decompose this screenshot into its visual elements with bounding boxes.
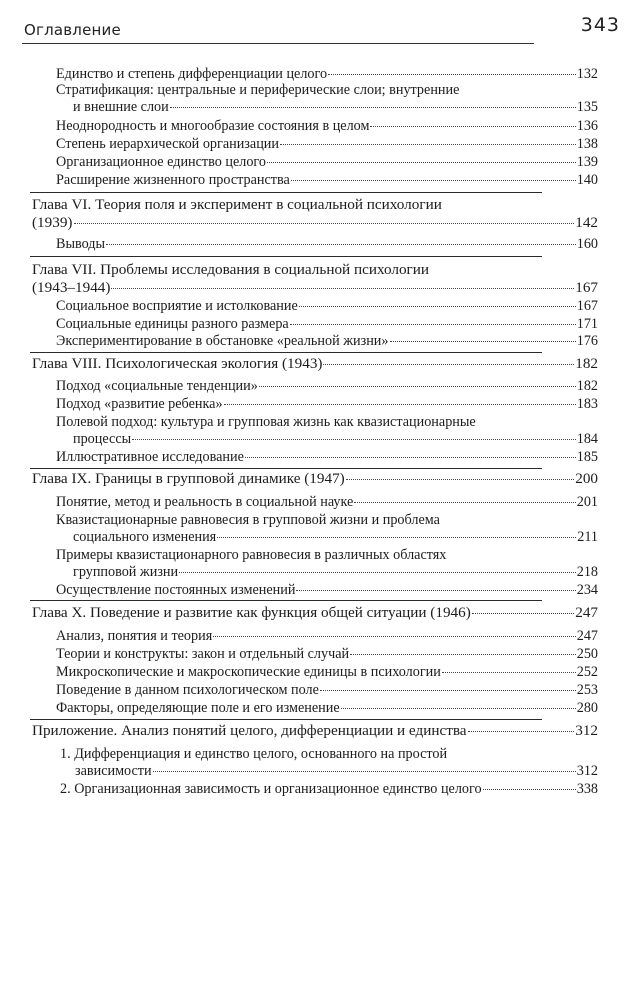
toc-entry xyxy=(56,664,598,681)
toc-page-number: 182 xyxy=(575,355,598,372)
toc-page-number: 171 xyxy=(576,316,598,332)
toc-leader-dots xyxy=(320,690,576,691)
toc-page-number: 185 xyxy=(576,449,598,465)
toc-page-number: 132 xyxy=(576,66,598,82)
toc-chapter-entry xyxy=(32,261,598,297)
chapter-separator xyxy=(30,600,542,601)
toc-chapter-entry xyxy=(32,196,598,232)
toc-entry-title: Социальное восприятие и истолкование xyxy=(56,298,298,314)
toc-entry xyxy=(56,154,598,171)
toc-page-number: 136 xyxy=(576,118,598,134)
toc-entry xyxy=(56,172,598,189)
toc-leader-dots xyxy=(259,386,576,387)
toc-leader-dots xyxy=(354,502,575,503)
toc-entry-title: Примеры квазистационарного равновесия в различных областях xyxy=(56,547,447,563)
chapter-separator xyxy=(30,192,542,193)
toc-chapter-title: Глава VI. Теория поля и эксперимент в социальной психологии xyxy=(32,196,442,213)
toc-leader-dots xyxy=(170,107,576,108)
toc-page-number: 211 xyxy=(577,529,598,545)
toc-leader-dots xyxy=(442,672,576,673)
toc-leader-dots xyxy=(245,457,576,458)
toc-page-number: 252 xyxy=(576,664,598,680)
toc-entry xyxy=(60,746,598,780)
toc-leader-dots xyxy=(213,636,575,637)
toc-entry-title-continued: зависимости xyxy=(75,763,152,779)
toc-page-number: 218 xyxy=(576,564,598,580)
toc-entry-title: Поведение в данном психологическом поле xyxy=(56,682,319,698)
toc-entry xyxy=(56,378,598,395)
toc-entry xyxy=(56,700,598,717)
toc-page-number: 250 xyxy=(576,646,598,662)
toc-entry xyxy=(56,118,598,135)
toc-leader-dots xyxy=(290,324,576,325)
toc-entry xyxy=(56,333,598,350)
toc-page-number: 167 xyxy=(576,298,598,314)
toc-entry xyxy=(56,298,598,315)
toc-entry-title: Факторы, определяющие поле и его изменение xyxy=(56,700,340,716)
toc-entry xyxy=(56,66,598,83)
toc-entry xyxy=(56,414,598,448)
toc-leader-dots xyxy=(328,74,576,75)
toc-entry-title: Социальные единицы разного размера xyxy=(56,316,289,332)
toc-page-number: 247 xyxy=(576,628,598,644)
toc-page-number: 253 xyxy=(576,682,598,698)
chapter-separator xyxy=(30,352,542,353)
toc-entry-title: Микроскопические и макроскопические единицы в психологии xyxy=(56,664,441,680)
toc-entry-title: 1. Дифференциация и единство целого, основанного на простой xyxy=(60,746,448,762)
toc-entry-title: Степень иерархической организации xyxy=(56,136,279,152)
toc-entry-title: Организационное единство целого xyxy=(56,154,266,170)
chapter-separator xyxy=(30,719,542,720)
toc-entry xyxy=(56,494,598,511)
toc-entry-title-continued: и внешние слои xyxy=(73,99,169,115)
toc-entry xyxy=(56,682,598,699)
toc-entry-title: Подход «развитие ребенка» xyxy=(56,396,223,412)
toc-chapter-title-continued: (1943–1944) xyxy=(32,279,111,296)
toc-entry-title: Подход «социальные тенденции» xyxy=(56,378,258,394)
toc-page-number: 183 xyxy=(576,396,598,412)
toc-appendix-entry xyxy=(32,722,598,740)
toc-page-number: 140 xyxy=(576,172,598,188)
toc-leader-dots xyxy=(267,162,576,163)
toc-leader-dots xyxy=(350,654,576,655)
toc-entry xyxy=(56,136,598,153)
running-head-title: Оглавление xyxy=(24,21,121,39)
toc-page-number: 201 xyxy=(576,494,598,510)
toc-entry-title: 2. Организационная зависимость и организационное единство целого xyxy=(60,781,482,797)
toc-entry xyxy=(56,82,598,116)
toc-leader-dots xyxy=(74,223,575,224)
toc-leader-dots xyxy=(472,613,574,614)
toc-leader-dots xyxy=(291,180,576,181)
toc-leader-dots xyxy=(341,708,576,709)
toc-page-number: 138 xyxy=(576,136,598,152)
toc-leader-dots xyxy=(296,590,575,591)
toc-entry-title: Квазистационарные равновесия в групповой жизни и проблема xyxy=(56,512,440,528)
toc-leader-dots xyxy=(370,126,575,127)
toc-page-number: 176 xyxy=(576,333,598,349)
toc-entry xyxy=(56,316,598,333)
toc-entry xyxy=(56,449,598,466)
toc-entry-title-continued: групповой жизни xyxy=(73,564,179,580)
toc-entry xyxy=(56,646,598,663)
toc-page-number: 280 xyxy=(576,700,598,716)
toc-entry-title: Расширение жизненного пространства xyxy=(56,172,290,188)
toc-page-number: 142 xyxy=(575,214,598,231)
toc-leader-dots xyxy=(483,789,576,790)
toc-leader-dots xyxy=(179,572,576,573)
toc-page-number: 135 xyxy=(576,99,598,115)
toc-page-number: 160 xyxy=(576,236,598,252)
toc-page-number: 184 xyxy=(576,431,598,447)
toc-page-number: 182 xyxy=(576,378,598,394)
toc-chapter-entry xyxy=(32,355,598,373)
toc-entry-title: Единство и степень дифференциации целого xyxy=(56,66,328,82)
chapter-separator xyxy=(30,256,542,257)
toc-chapter-title: Глава VIII. Психологическая экология (1943) xyxy=(32,355,323,372)
toc-leader-dots xyxy=(217,537,576,538)
toc-entry xyxy=(56,512,598,546)
toc-entry xyxy=(56,582,598,599)
toc-page-number: 234 xyxy=(576,582,598,598)
toc-leader-dots xyxy=(346,479,574,480)
toc-leader-dots xyxy=(390,341,576,342)
toc-leader-dots xyxy=(132,439,576,440)
page-number: 343 xyxy=(580,14,620,36)
toc-page-number: 139 xyxy=(576,154,598,170)
toc-chapter-title: Глава X. Поведение и развитие как функция общей ситуации (1946) xyxy=(32,604,471,621)
toc-entry-title-continued: социального изменения xyxy=(73,529,217,545)
toc-entry xyxy=(60,781,598,798)
toc-page-number: 338 xyxy=(576,781,598,797)
toc-appendix-title: Приложение. Анализ понятий целого, дифференциации и единства xyxy=(32,722,467,739)
toc-entry-title: Понятие, метод и реальность в социальной науке xyxy=(56,494,354,510)
toc-leader-dots xyxy=(323,364,574,365)
toc-entry-title: Иллюстративное исследование xyxy=(56,449,244,465)
toc-entry-title: Стратификация: центральные и периферические слои; внутренние xyxy=(56,82,460,98)
toc-entry-title: Анализ, понятия и теория xyxy=(56,628,213,644)
toc-entry xyxy=(56,396,598,413)
toc-page-number: 247 xyxy=(575,604,598,621)
toc-leader-dots xyxy=(280,144,576,145)
toc-entry-title: Теории и конструкты: закон и отдельный случай xyxy=(56,646,350,662)
toc-chapter-entry xyxy=(32,604,598,622)
toc-leader-dots xyxy=(299,306,576,307)
toc-entry xyxy=(56,547,598,581)
toc-page-number: 312 xyxy=(576,763,598,779)
toc-entry-title: Экспериментирование в обстановке «реальной жизни» xyxy=(56,333,389,349)
toc-leader-dots xyxy=(153,771,576,772)
toc-chapter-title-continued: (1939) xyxy=(32,214,73,231)
toc-entry-title: Осуществление постоянных изменений xyxy=(56,582,296,598)
toc-entry-title: Выводы xyxy=(56,236,106,252)
toc-leader-dots xyxy=(468,731,575,732)
toc-leader-dots xyxy=(111,288,574,289)
chapter-separator xyxy=(30,468,542,469)
toc-entry-title-continued: процессы xyxy=(73,431,132,447)
toc-leader-dots xyxy=(106,244,576,245)
toc-leader-dots xyxy=(224,404,576,405)
toc-entry-title: Полевой подход: культура и групповая жизнь как квазистационарные xyxy=(56,414,476,430)
toc-page-number: 167 xyxy=(575,279,598,296)
toc-entry xyxy=(56,236,598,253)
toc-entry xyxy=(56,628,598,645)
toc-chapter-title: Глава IX. Границы в групповой динамике (1947) xyxy=(32,470,345,487)
toc-page-number: 200 xyxy=(575,470,598,487)
toc-page-number: 312 xyxy=(575,722,598,739)
toc-chapter-entry xyxy=(32,470,598,488)
toc-chapter-title: Глава VII. Проблемы исследования в социальной психологии xyxy=(32,261,430,278)
toc-entry-title: Неоднородность и многообразие состояния в целом xyxy=(56,118,370,134)
